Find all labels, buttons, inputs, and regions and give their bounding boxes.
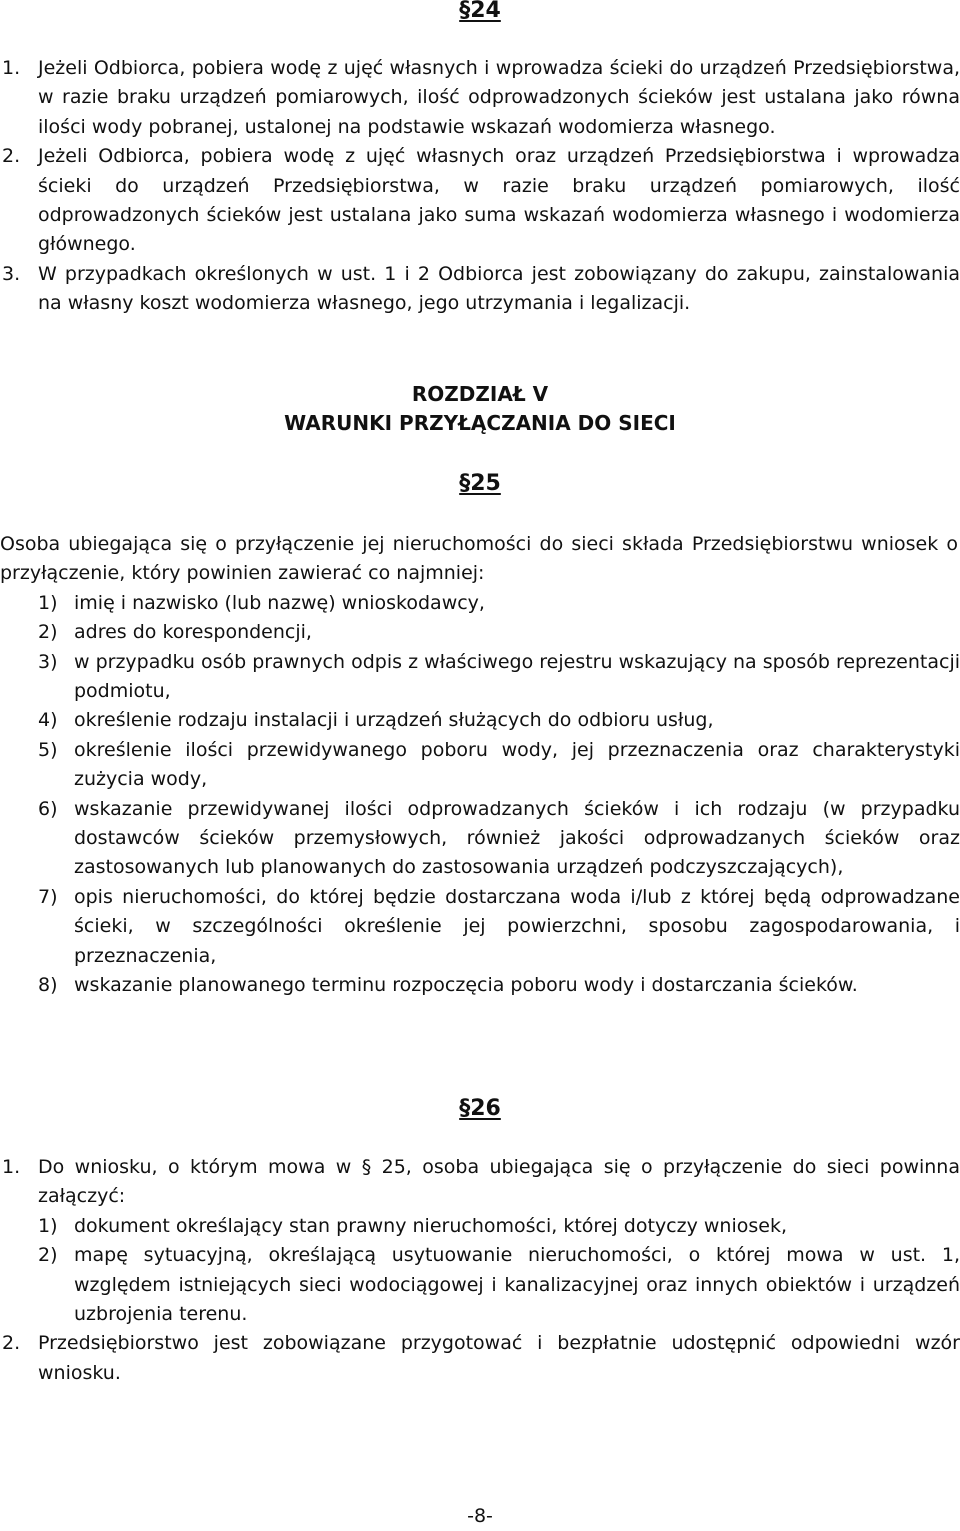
item-text: Jeżeli Odbiorca, pobiera wodę z ujęć własnych oraz urządzeń Przedsiębiorstwa i wprowadza ścieki do urządzeń Przedsiębiorstwa, w razie braku urządzeń pomiarowych, ilość odprowadzonych ścieków jest ustalana jako suma wskazań wodomierza własnego i wodomierza głównego. [38, 145, 960, 256]
list-item-number [0, 589, 74, 618]
chapter-title-line-2: WARUNKI PRZYŁĄCZANIA DO SIECI [284, 411, 676, 435]
section-25-list-item-7 [0, 883, 960, 971]
section-25-list-item-8 [0, 971, 960, 1000]
section-25-heading [0, 469, 960, 499]
list-item-number-text: 6) [38, 797, 58, 820]
item-text: Jeżeli Odbiorca, pobiera wodę z ujęć własnych i wprowadza ścieki do urządzeń Przedsiębiorstwa, w razie braku urządzeń pomiarowych, ilość odprowadzonych ścieków jest ustalana jako równa ilości wody pobranej, ustalonej na podstawie wskazań wodomierza własnego. [38, 57, 960, 138]
list-item-text: mapę sytuacyjną, określającą usytuowanie nieruchomości, o której mowa w ust. 1, względem istniejących sieci wodociągowej i kanalizacyjnej oraz innych obiektów i urządzeń uzbrojenia terenu. [74, 1244, 960, 1326]
section-25-list-item-1 [0, 589, 960, 618]
section-26-sub-item-1 [0, 1212, 960, 1241]
section-26-body [0, 1153, 960, 1388]
item-text: Do wniosku, o którym mowa w § 25, osoba ubiegająca się o przyłączenie do sieci powinna załączyć: [38, 1156, 960, 1208]
list-item-number-text: 5) [38, 738, 58, 761]
list-item-number [0, 971, 74, 1000]
section-25-list-item-3 [0, 648, 960, 707]
section-24-item-2 [0, 142, 960, 260]
list-item-number-text: 2) [38, 621, 58, 644]
item-number: 1. [2, 57, 21, 79]
section-25-heading-text: §25 [459, 471, 501, 496]
section-25-body [0, 530, 960, 1001]
section-24-heading [0, 0, 960, 26]
list-item-text: określenie rodzaju instalacji i urządzeń służących do odbioru usług, [74, 709, 714, 732]
section-24-body [0, 54, 960, 319]
section-26-item-2 [0, 1329, 960, 1388]
list-item-number [0, 1241, 74, 1329]
list-item-number-text: 1) [38, 1214, 58, 1237]
section-26-sub-item-2 [0, 1241, 960, 1329]
section-25-intro: Osoba ubiegająca się o przyłączenie jej nieruchomości do sieci składa Przedsiębiorstwu wniosek o przyłączenie, który powinien zawierać co najmniej: [0, 533, 958, 585]
list-item-number-text: 2) [38, 1244, 58, 1267]
section-25-list-item-2 [0, 618, 960, 647]
item-number: 1. [2, 1156, 21, 1178]
page-number: -8- [467, 1505, 493, 1527]
list-item-text: wskazanie przewidywanej ilości odprowadzanych ścieków i ich rodzaju (w przypadku dostawców ścieków przemysłowych, również jakości odprowadzanych ścieków oraz zastosowanych lub planowanych do zastosowania urządzeń podczyszczających), [74, 797, 960, 879]
section-26-item-1 [0, 1153, 960, 1212]
item-text: Przedsiębiorstwo jest zobowiązane przygotować i bezpłatnie udostępnić odpowiedni wzór wniosku. [38, 1332, 960, 1384]
list-item-text: opis nieruchomości, do której będzie dostarczana woda i/lub z której będą odprowadzane ścieki, w szczególności określenie jej powierzchni, sposobu zagospodarowania, i przeznaczenia, [74, 885, 960, 967]
list-item-number [0, 618, 74, 647]
section-26-heading-text: §26 [459, 1096, 501, 1121]
list-item-number [0, 883, 74, 971]
section-25-list-item-5 [0, 736, 960, 795]
list-item-text: wskazanie planowanego terminu rozpoczęcia poboru wody i dostarczania ścieków. [74, 974, 858, 997]
list-item-text: określenie ilości przewidywanego poboru wody, jej przeznaczenia oraz charakterystyki zużycia wody, [74, 738, 960, 791]
list-item-number-text: 3) [38, 650, 58, 673]
chapter-title-line-1: ROZDZIAŁ V [411, 382, 549, 406]
list-item-number [0, 795, 74, 883]
item-text: W przypadkach określonych w ust. 1 i 2 Odbiorca jest zobowiązany do zakupu, zainstalowania na własny koszt wodomierza własnego, jego utrzymania i legalizacji. [38, 262, 960, 315]
item-number: 2. [2, 145, 21, 168]
list-item-text: dokument określający stan prawny nieruchomości, której dotyczy wniosek, [74, 1214, 788, 1237]
list-item-text: adres do korespondencji, [74, 621, 312, 644]
list-item-number [0, 1212, 74, 1241]
section-24-item-3 [0, 260, 960, 319]
list-item-number-text: 7) [38, 885, 58, 908]
list-item-text: w przypadku osób prawnych odpis z właściwego rejestru wskazujący na sposób reprezentacji podmiotu, [74, 650, 960, 703]
section-24-item-1 [0, 54, 960, 142]
section-25-list-item-6 [0, 795, 960, 883]
section-25-list-item-4 [0, 706, 960, 735]
item-number: 2. [2, 1332, 21, 1355]
list-item-number [0, 706, 74, 735]
list-item-number-text: 4) [38, 709, 58, 732]
item-number: 3. [2, 262, 21, 285]
section-26-heading [0, 1094, 960, 1124]
list-item-number [0, 648, 74, 707]
list-item-number-text: 8) [38, 974, 58, 997]
list-item-number [0, 736, 74, 795]
list-item-number-text: 1) [38, 591, 58, 614]
list-item-text: imię i nazwisko (lub nazwę) wnioskodawcy, [74, 591, 485, 614]
section-24-heading-text: §24 [459, 0, 501, 23]
